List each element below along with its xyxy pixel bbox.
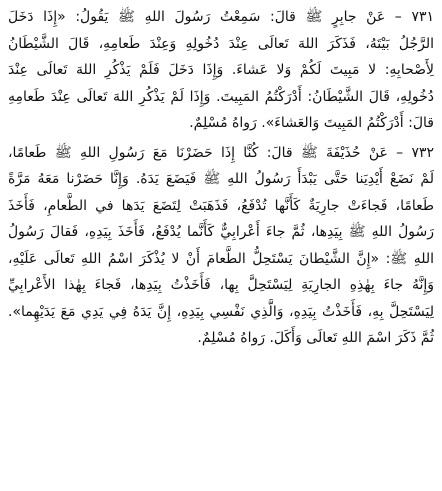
hadith-731-line-2: الرَّجُلُ بَيْتَهُ، فَذَكَرَ اللهَ تَعالَى عِنْدَ دُخُولِهِ وَعِنْدَ طَعامِهِ، قَالَ الشَّيْطَانُ bbox=[8, 35, 434, 52]
hadith-732-line-3: طَعامًا، فَجاءَتْ جارِيَةٌ كَأَنَّها تُدْفَعُ، فَذَهَبَتْ لِتَضَعَ يَدَها في الطَّعامِ، فَأَخَذَ bbox=[8, 197, 434, 214]
hadith-732 bbox=[8, 140, 434, 352]
hadith-731 bbox=[8, 4, 434, 137]
hadith-732-line-1: ٧٣٢ – عَنْ حُذَيْفَةَ ﷺ قالَ: كُنَّا إِذَا حَضَرْنَا مَعَ رَسُولِ اللهِ ﷺ طَعامًا، bbox=[8, 144, 434, 161]
hadith-732-line-6: وَإِنَّهُ جاءَ بِهٰذِهِ الجارِيَةِ لِيَسْتَحِلَّ بِها، فَأَخَذْتُ بِيَدِها، فَجاءَ بِهٰذا الأَعْرابِيِّ bbox=[8, 277, 434, 293]
hadith-731-line-1: ٧٣١ – عَنْ جابِرٍ ﷺ قالَ: سَمِعْتُ رَسُولَ اللهِ ﷺ يَقُولُ: «إِذَا دَخَلَ bbox=[8, 9, 434, 25]
hadith-731-line-4: دُخُولِهِ، قَالَ الشَّيْطَانُ: أَدْرَكْتُمُ المَبِيتَ. وَإِذَا لَمْ يَذْكُرِ اللهَ تَعالَى عِنْدَ طَعامِهِ bbox=[8, 88, 434, 105]
hadith-732-line-2: لَمْ نَضَعْ أَيْدِيَنا حَتَّى يَبْدَأَ رَسُولُ اللهِ ﷺ فَيَضَعَ يَدَهُ. وَإِنَّا حَضَرْنا مَعَهُ مَرَّةً bbox=[8, 171, 434, 187]
hadith-732-line-8: ثُمَّ ذَكَرَ اسْمَ اللهِ تَعالَى وَأَكَلَ. رَواهُ مُسْلِمٌ. bbox=[197, 330, 434, 346]
hadith-731-line-3: لِأَصْحابِهِ: لا مَبِيتَ لَكُمْ وَلا عَشاءَ. وَإِذَا دَخَلَ فَلَمْ يَذْكُرِ اللهَ تَعالَى عِنْدَ bbox=[8, 62, 434, 78]
hadith-732-line-4: رَسُولُ اللهِ ﷺ بِيَدِها، ثُمَّ جاءَ أَعْرابِيٌّ كَأَنَّما يُدْفَعُ، فَأَخَذَ بِيَدِهِ، فَقالَ رَسُولُ bbox=[8, 224, 434, 240]
hadith-732-line-5: اللهِ ﷺ: «إِنَّ الشَّيْطانَ يَسْتَحِلُّ الطَّعامَ أَنْ لا يُذْكَرَ اسْمُ اللهِ تَعالَى عَلَيْهِ، bbox=[8, 250, 434, 267]
hadith-731-line-5: قالَ: أَدْرَكْتُمُ المَبِيتَ وَالعَشاءَ». رَواهُ مُسْلِمٌ. bbox=[189, 115, 434, 131]
hadith-732-line-7: لِيَسْتَحِلَّ بِهِ، فَأَخَذْتُ بِيَدِهِ، وَالَّذِي نَفْسِي بِيَدِهِ، إِنَّ يَدَهُ فِي يَدِي مَعَ يَدَيْهِما». bbox=[8, 303, 434, 320]
